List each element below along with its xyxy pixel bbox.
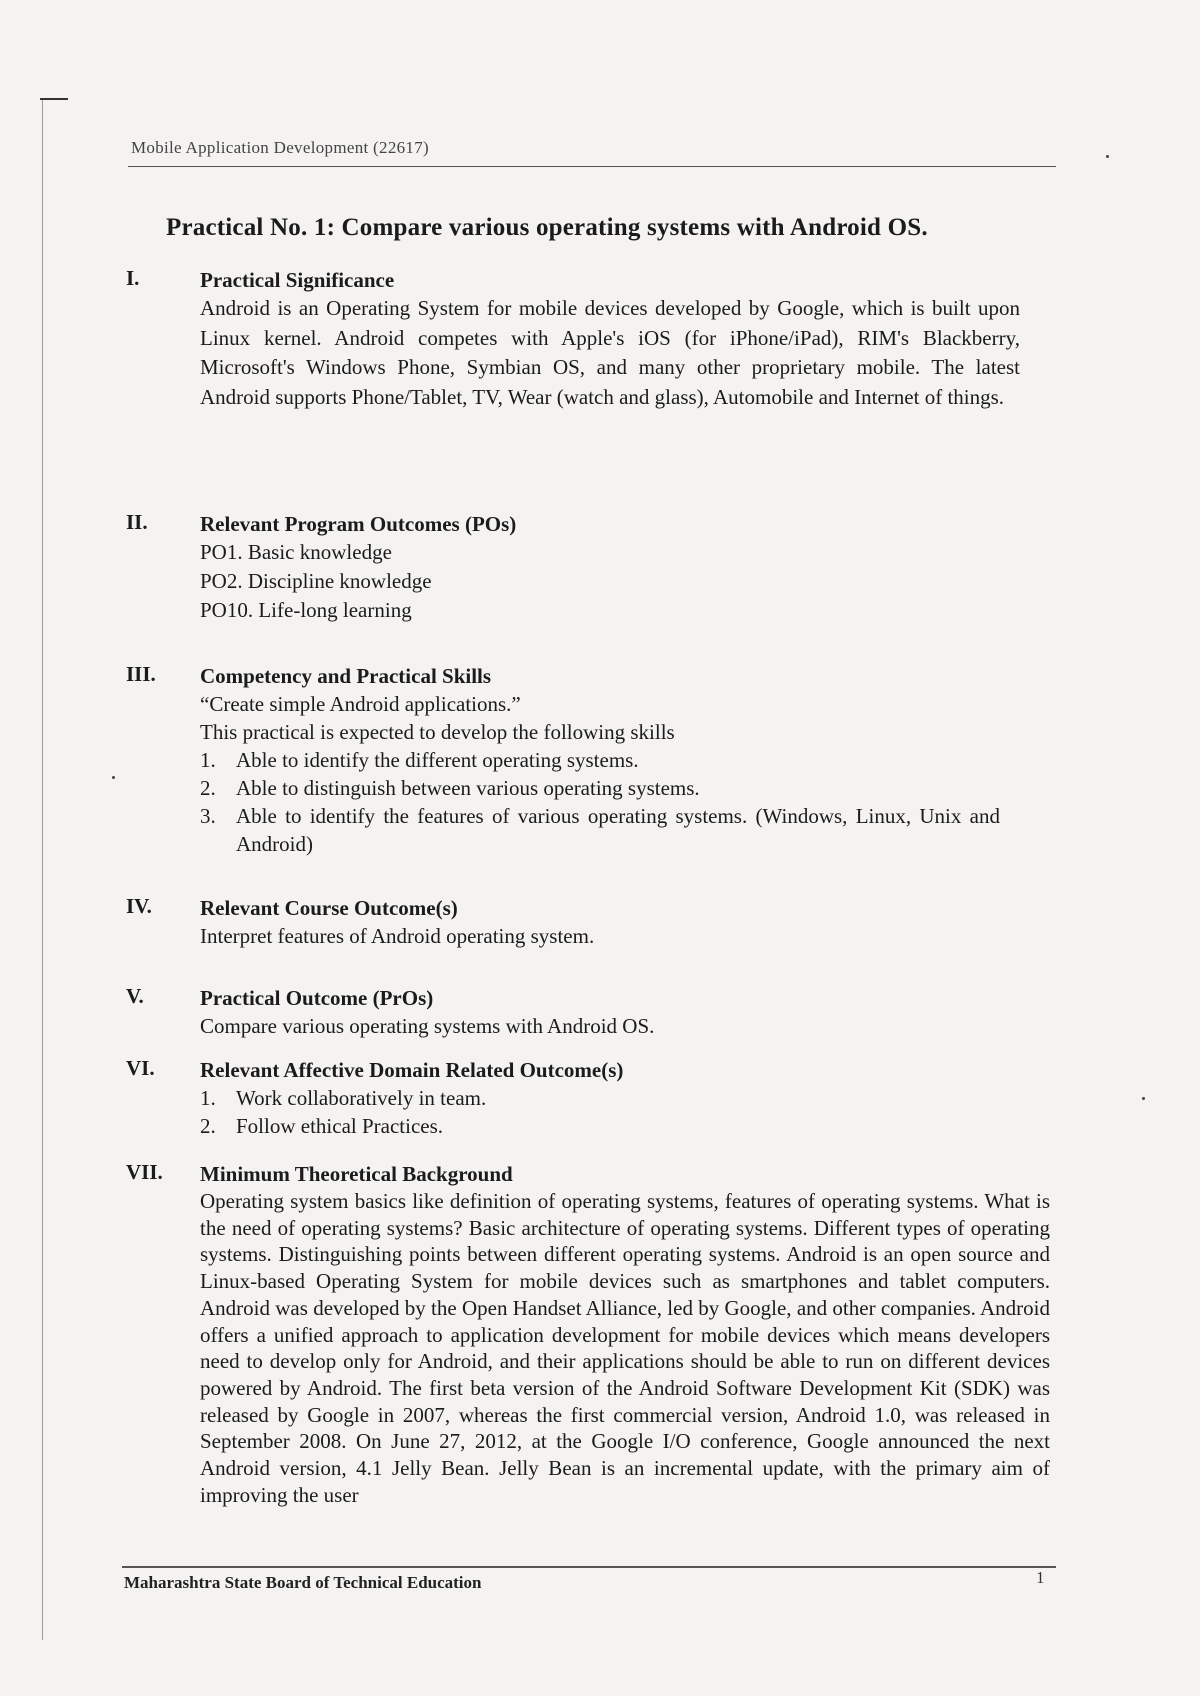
practical-outcome-line: Compare various operating systems with Android OS.	[200, 1014, 655, 1038]
section-numeral: II.	[126, 510, 148, 534]
course-outcome-line: Interpret features of Android operating system.	[200, 924, 595, 948]
footer-institution: Maharashtra State Board of Technical Education	[124, 1573, 482, 1592]
footer-rule	[122, 1566, 1056, 1568]
scan-edge-mark	[40, 98, 68, 100]
section-numeral: III.	[126, 662, 156, 686]
scan-speck	[1142, 1097, 1145, 1100]
running-header: Mobile Application Development (22617)	[131, 138, 429, 157]
section-heading: Competency and Practical Skills	[200, 664, 492, 688]
header-rule	[128, 166, 1056, 167]
skills-list	[200, 746, 1000, 858]
section-numeral: I.	[126, 266, 140, 290]
po-line: PO2. Discipline knowledge	[200, 569, 432, 593]
section-heading: Practical Significance	[200, 268, 395, 292]
section-paragraph: Operating system basics like definition of operating systems, features of operating systems. What is the need of operating systems? Basic architecture of operating systems. Different types of operating systems. Distinguishing points between different operating systems. Android is an open source and Linux-based Operating System for mobile devices such as smartphones and tablet computers. Android was developed by the Open Handset Alliance, led by Google, and other companies. Android offers a unified approach to application development for mobile devices which means developers need to develop only for Android, and their applications should be able to run on different devices powered by Android. The first beta version of the Android Software Development Kit (SDK) was released by Google in 2007, whereas the first commercial version, Android 1.0, was released in September 2008. On June 27, 2012, at the Google I/O conference, Google announced the next Android version, 4.1 Jelly Bean. Jelly Bean is an incremental update, with the primary aim of improving the user	[200, 1189, 1050, 1507]
section-paragraph: Android is an Operating System for mobile devices developed by Google, which is built upon Linux kernel. Android competes with Apple's iOS (for iPhone/iPad), RIM's Blackberry, Microsoft's Windows Phone, Symbian OS, and many other proprietary mobile. The latest Android supports Phone/Tablet, TV, Wear (watch and glass), Automobile and Internet of things.	[200, 296, 1020, 409]
section-heading: Relevant Affective Domain Related Outcome(s)	[200, 1058, 624, 1082]
list-item: 2. Follow ethical Practices.	[200, 1114, 444, 1138]
list-item: 3. Able to identify the features of various operating systems. (Windows, Linux, Unix and Android)	[200, 804, 1000, 856]
po-line: PO1. Basic knowledge	[200, 540, 392, 564]
scan-speck	[112, 776, 115, 779]
affective-list	[200, 1084, 1070, 1140]
page-title: Practical No. 1: Compare various operating systems with Android OS.	[166, 214, 928, 241]
section-heading: Practical Outcome (PrOs)	[200, 986, 434, 1010]
po-line: PO10. Life-long learning	[200, 598, 412, 622]
section-heading: Minimum Theoretical Background	[200, 1162, 513, 1186]
section-numeral: V.	[126, 984, 144, 1008]
section-numeral: VI.	[126, 1056, 155, 1080]
list-item: 1. Able to identify the different operating systems.	[200, 748, 639, 772]
list-item: 1. Work collaboratively in team.	[200, 1086, 487, 1110]
section-heading: Relevant Program Outcomes (POs)	[200, 512, 517, 536]
skills-intro: This practical is expected to develop the following skills	[200, 720, 675, 744]
scan-edge-line	[42, 100, 43, 1640]
scan-speck	[1106, 155, 1109, 158]
list-item: 2. Able to distinguish between various operating systems.	[200, 776, 700, 800]
section-numeral: VII.	[126, 1160, 163, 1184]
competency-statement: “Create simple Android applications.”	[200, 692, 521, 716]
section-heading: Relevant Course Outcome(s)	[200, 896, 458, 920]
page-number: 1	[1036, 1568, 1045, 1587]
section-numeral: IV.	[126, 894, 152, 918]
